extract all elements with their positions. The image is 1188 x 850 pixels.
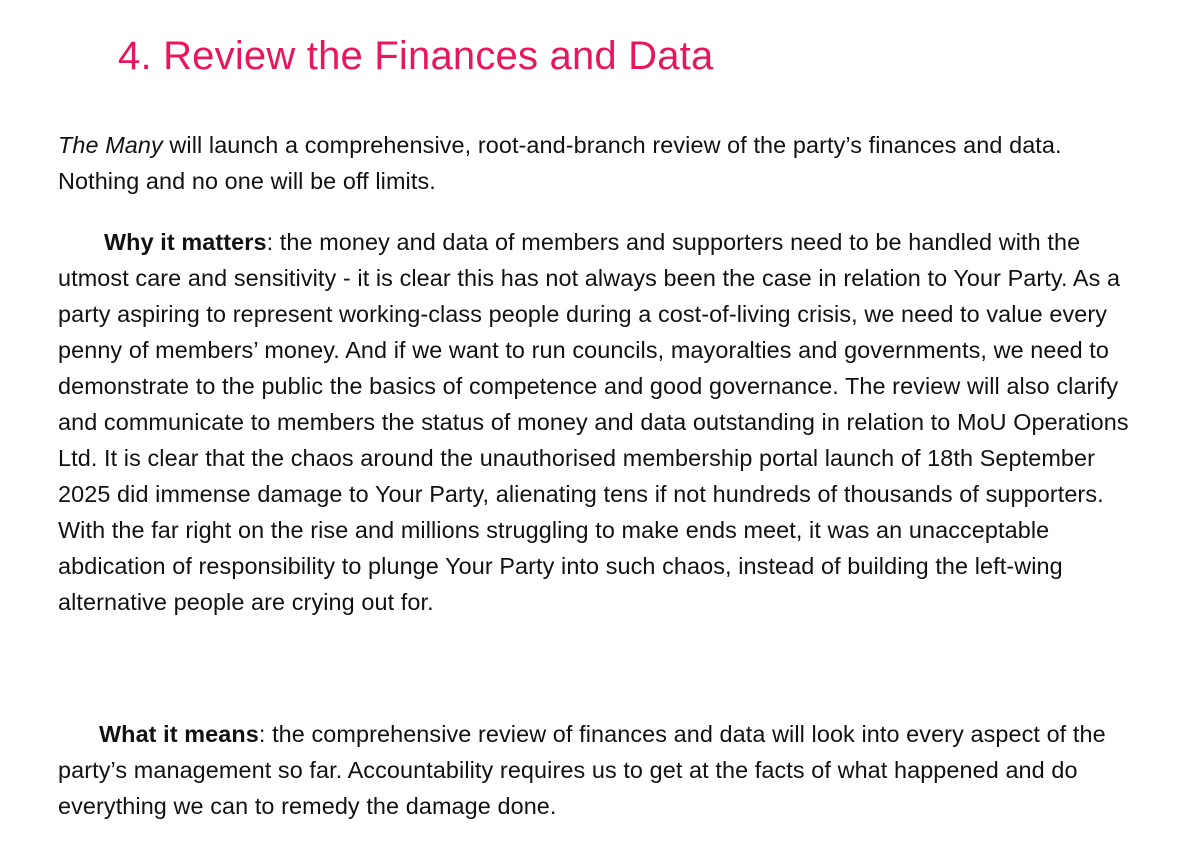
intro-text: will launch a comprehensive, root-and-branch review of the party’s finances and data. Nothing and no one will be off limits.: [58, 132, 1062, 194]
why-it-matters-paragraph: [58, 224, 1133, 620]
intro-lead: The Many: [58, 132, 163, 158]
what-it-means-label: What it means: [99, 721, 259, 747]
why-it-matters-text: : the money and data of members and supporters need to be handled with the utmost care and sensitivity - it is clear this has not always been the case in relation to Your Party. As a party aspiring to represent working-class people during a cost-of-living crisis, we need to value every penny of members’ money. And if we want to run councils, mayoralties and governments, we need to demonstrate to the public the basics of competence and good governance. The review will also clarify and communicate to members the status of money and data outstanding in relation to MoU Operations Ltd. It is clear that the chaos around the unauthorised membership portal launch of 18th September 2025 did immense damage to Your Party, alienating tens if not hundreds of thousands of supporters. With the far right on the rise and millions struggling to make ends meet, it was an unacceptable abdication of responsibility to plunge Your Party into such chaos, instead of building the left-wing alternative people are crying out for.: [58, 229, 1129, 615]
what-it-means-text: : the comprehensive review of finances and data will look into every aspect of the party’s management so far. Accountability requires us to get at the facts of what happened and do everything we can to remedy the damage done.: [58, 721, 1106, 819]
section-number: 4.: [118, 34, 152, 78]
section-heading: [118, 30, 713, 82]
section-title: Review the Finances and Data: [163, 34, 714, 78]
intro-paragraph: [58, 127, 1133, 199]
why-it-matters-label: Why it matters: [104, 229, 267, 255]
what-it-means-paragraph: [58, 716, 1133, 824]
